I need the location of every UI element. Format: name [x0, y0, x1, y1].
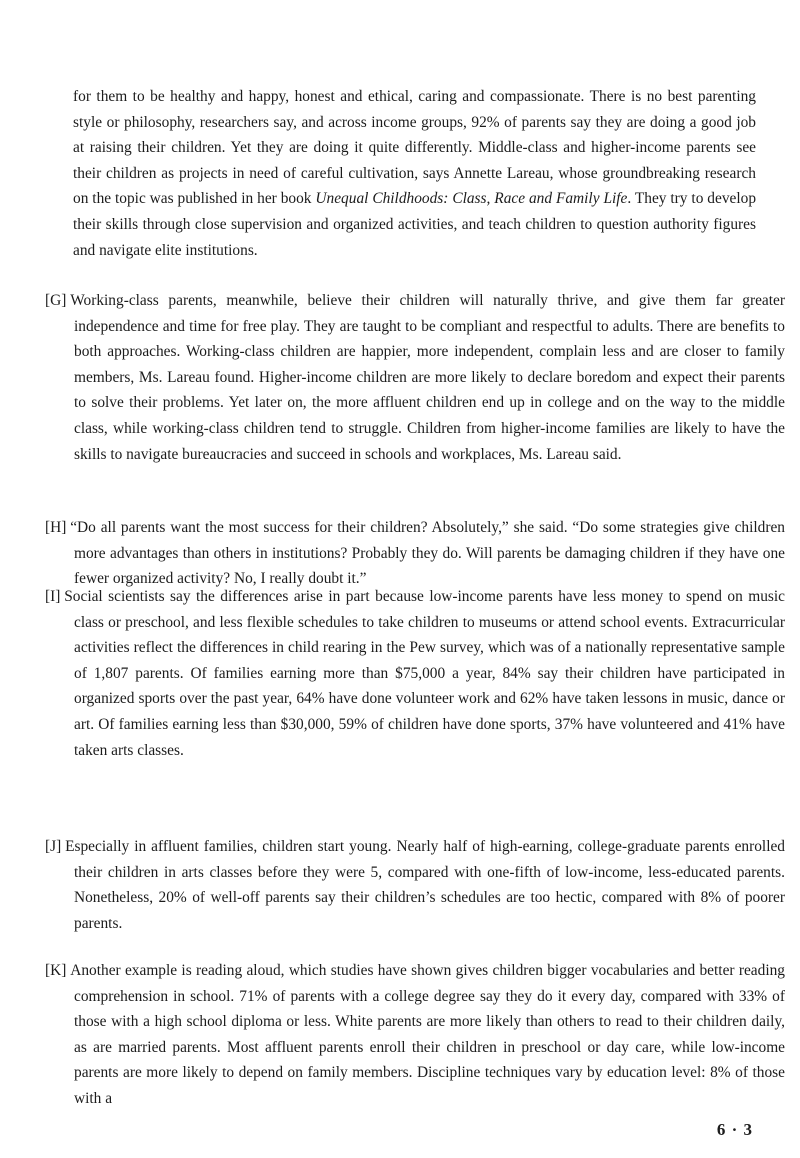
paragraph-h: [45, 515, 785, 592]
book-title: Unequal Childhoods: Class, Race and Family Life: [315, 190, 628, 208]
paragraph-label: [I]: [45, 588, 61, 605]
paragraph-text: Especially in affluent families, children start young. Nearly half of high-earning, college-graduate parents enrolled their children in arts classes before they were 5, compared with one-fifth of low-income, less-educated parents. Nonetheless, 20% of well-off parents say their children’s schedules are too hectic, compared with 8% of poorer parents.: [65, 838, 785, 932]
paragraph-label: [H]: [45, 519, 67, 536]
continued-text-end: . They try to develop their skills through close supervision and organized activities, and teach children to question authority figures and navigate elite institutions.: [73, 190, 757, 259]
paragraph-text: Another example is reading aloud, which studies have shown gives children bigger vocabularies and better reading comprehension in school. 71% of parents with a college degree say they do it every day, compared with 33% of those with a high school diploma or less. White parents are more likely than others to read to their children daily, as are married parents. Most affluent parents enroll their children in preschool or day care, while low-income parents are more likely to depend on family members. Discipline techniques vary by education level: 8% of those with a: [70, 962, 785, 1107]
paragraph-i: [45, 584, 785, 763]
paragraph-label: [K]: [45, 962, 67, 979]
paragraph-text: “Do all parents want the most success for their children? Absolutely,” she said. “Do some strategies give children more advantages than others in institutions? Probably they do. Will parents be damaging children if they have one fewer organized activity? No, I really doubt it.”: [70, 519, 785, 588]
paragraph-j: [45, 834, 785, 936]
continued-paragraph: [73, 84, 756, 263]
paragraph-g: [45, 288, 785, 467]
paragraph-label: [G]: [45, 292, 67, 309]
paragraph-text: Social scientists say the differences arise in part because low-income parents have less money to spend on music class or preschool, and less flexible schedules to take children to museums or attend school events. Extracurricular activities reflect the differences in child rearing in the Pew survey, which was of a nationally representative sample of 1,807 parents. Of families earning more than $75,000 a year, 84% say their children have participated in organized sports over the past year, 64% have done volunteer work and 62% have taken lessons in music, dance or art. Of families earning less than $30,000, 59% of children have done sports, 37% have volunteered and 41% have taken arts classes.: [64, 588, 785, 759]
paragraph-k: [45, 958, 785, 1112]
page-number: 6 · 3: [716, 1120, 753, 1139]
paragraph-label: [J]: [45, 838, 62, 855]
paragraph-text: Working-class parents, meanwhile, believe their children will naturally thrive, and give them far greater independence and time for free play. They are taught to be compliant and respectful to adults. There are benefits to both approaches. Working-class children are happier, more independent, complain less and are closer to family members, Ms. Lareau found. Higher-income children are more likely to declare boredom and expect their parents to solve their problems. Yet later on, the more affluent children end up in college and on the way to the middle class, while working-class children tend to struggle. Children from higher-income families are likely to have the skills to navigate bureaucracies and succeed in schools and workplaces, Ms. Lareau said.: [70, 292, 785, 463]
continued-text-start: for them to be healthy and happy, honest and ethical, caring and compassionate. There is no best parenting style or philosophy, researchers say, and across income groups, 92% of parents say they are doing a good job at raising their children. Yet they are doing it quite differently. Middle-class and higher-income parents see their children as projects in need of careful cultivation, says Annette Lareau, whose groundbreaking research on the topic was published in her book: [73, 88, 756, 208]
